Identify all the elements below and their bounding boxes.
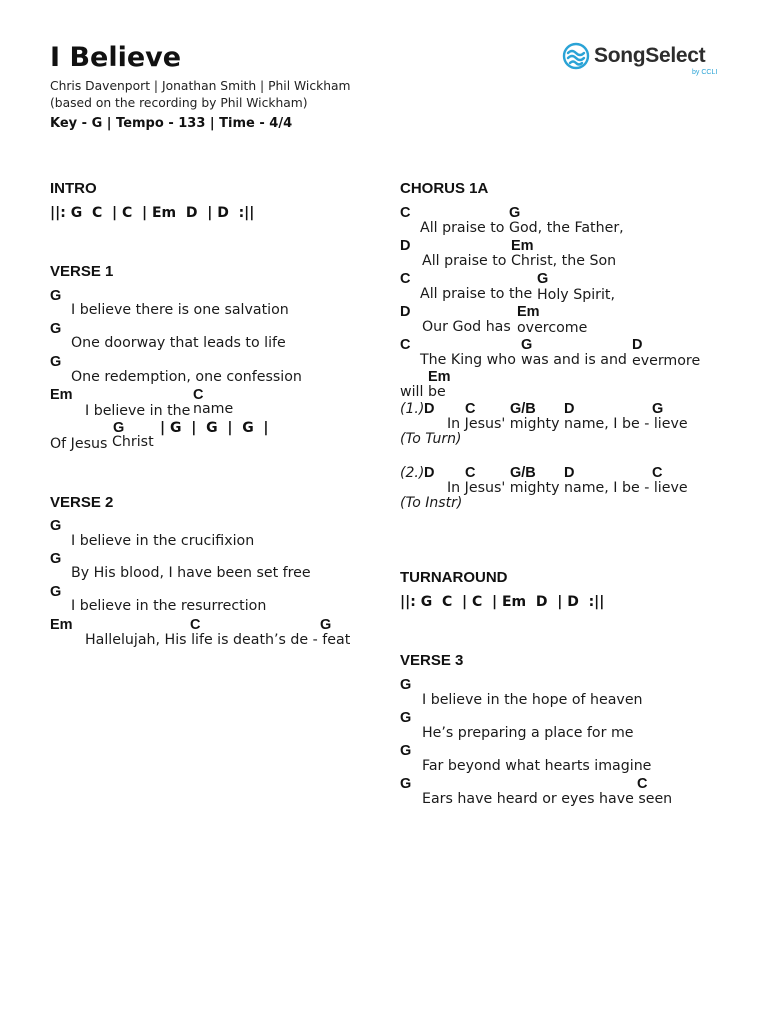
ending-marker: (2.): [400, 465, 425, 481]
chord: D: [564, 465, 575, 481]
section-heading: CHORUS 1A: [400, 180, 489, 197]
song-authors: Chris Davenport | Jonathan Smith | Phil Wickham: [50, 79, 351, 93]
lyric-line: overcome: [517, 320, 588, 336]
chord: G: [400, 677, 412, 693]
lyric-line: The King who: [420, 352, 516, 368]
lyric-line: I believe in the resurrection: [71, 598, 267, 614]
lyric-line: All praise to the: [420, 286, 533, 302]
chord: C: [637, 776, 648, 792]
lyric-line: In Jesus' mighty name, I be - lieve: [447, 480, 688, 496]
lyric-line: Holy Spirit,: [537, 287, 615, 303]
chord: G: [320, 617, 332, 633]
ending-note: (To Instr): [400, 495, 463, 511]
lyric-line: Far beyond what hearts imagine: [422, 758, 652, 774]
section-heading: VERSE 2: [50, 494, 114, 511]
ending-marker: (1.): [400, 401, 425, 417]
chord: D: [400, 238, 411, 254]
chord: G: [521, 337, 533, 353]
lyric-line: All praise to: [420, 220, 505, 236]
lyric-line: Hallelujah, His life is death’s de - feat: [85, 632, 351, 648]
lyric-line: evermore: [632, 353, 701, 369]
chord: G: [50, 518, 62, 534]
chord: G: [509, 205, 521, 221]
chord: C: [465, 465, 476, 481]
ending-note: (To Turn): [400, 431, 462, 447]
song-recording-note: (based on the recording by Phil Wickham): [50, 96, 308, 110]
section-heading: VERSE 3: [400, 652, 464, 669]
chord: D: [564, 401, 575, 417]
lyric-line: God, the Father,: [509, 220, 624, 236]
key-tempo-time: Key - G | Tempo - 133 | Time - 4/4: [50, 116, 293, 131]
chord: G: [50, 288, 62, 304]
chord: D: [424, 465, 435, 481]
chord: G: [537, 271, 549, 287]
lyric-line: By His blood, I have been set free: [71, 565, 311, 581]
chord-bars: | G | G | G |: [160, 420, 269, 436]
lyric-line: One doorway that leads to life: [71, 335, 286, 351]
lyric-line: In Jesus' mighty name, I be - lieve: [447, 416, 688, 432]
section-heading: INTRO: [50, 180, 97, 197]
lyric-line: Christ, the Son: [511, 253, 617, 269]
lyric-line: Ears have heard or eyes have seen: [422, 791, 673, 807]
chord: G: [50, 584, 62, 600]
chord: Em: [511, 238, 534, 254]
chord: C: [400, 271, 411, 287]
chord: C: [190, 617, 201, 633]
chord: G: [50, 354, 62, 370]
songselect-wordmark: SongSelect: [594, 44, 706, 67]
chord: C: [400, 337, 411, 353]
lyric-line: Of Jesus: [50, 436, 108, 452]
chord: G/B: [510, 401, 536, 417]
lyric-line: was and is and: [521, 352, 627, 368]
chord: C: [652, 465, 663, 481]
chord: G: [652, 401, 664, 417]
songselect-logo-icon: [562, 42, 590, 70]
chord: G: [400, 743, 412, 759]
songselect-logo[interactable]: [562, 42, 732, 82]
lyric-line: All praise to: [422, 253, 507, 269]
chord: D: [400, 304, 411, 320]
chord: C: [465, 401, 476, 417]
chord: G: [400, 710, 412, 726]
lyric-line: Christ: [112, 434, 154, 450]
chord: G/B: [510, 465, 536, 481]
ccli-byline: by CCLI: [692, 69, 718, 76]
lyric-line: One redemption, one confession: [71, 369, 302, 385]
chord: Em: [517, 304, 540, 320]
intro-progression: ||: G C | C | Em D | D :||: [50, 205, 255, 221]
section-heading: TURNAROUND: [400, 569, 508, 586]
chord: Em: [428, 369, 451, 385]
lyric-line: name: [193, 401, 234, 417]
chord: Em: [50, 617, 73, 633]
lyric-line: He’s preparing a place for me: [422, 725, 634, 741]
lyric-line: I believe in the: [85, 403, 191, 419]
song-title: I Believe: [50, 42, 182, 73]
chord: G: [400, 776, 412, 792]
chord: G: [113, 420, 125, 436]
turnaround-progression: ||: G C | C | Em D | D :||: [400, 594, 605, 610]
lyric-line: I believe in the hope of heaven: [422, 692, 643, 708]
chord: C: [400, 205, 411, 221]
chord: G: [50, 551, 62, 567]
chord: G: [50, 321, 62, 337]
lyric-line: will be: [400, 384, 446, 400]
chord: D: [424, 401, 435, 417]
lyric-line: I believe there is one salvation: [71, 302, 289, 318]
chord: D: [632, 337, 643, 353]
section-heading: VERSE 1: [50, 263, 114, 280]
lyric-line: I believe in the crucifixion: [71, 533, 255, 549]
chord: Em: [50, 387, 73, 403]
lyric-line: Our God has: [422, 319, 511, 335]
chord: C: [193, 387, 204, 403]
